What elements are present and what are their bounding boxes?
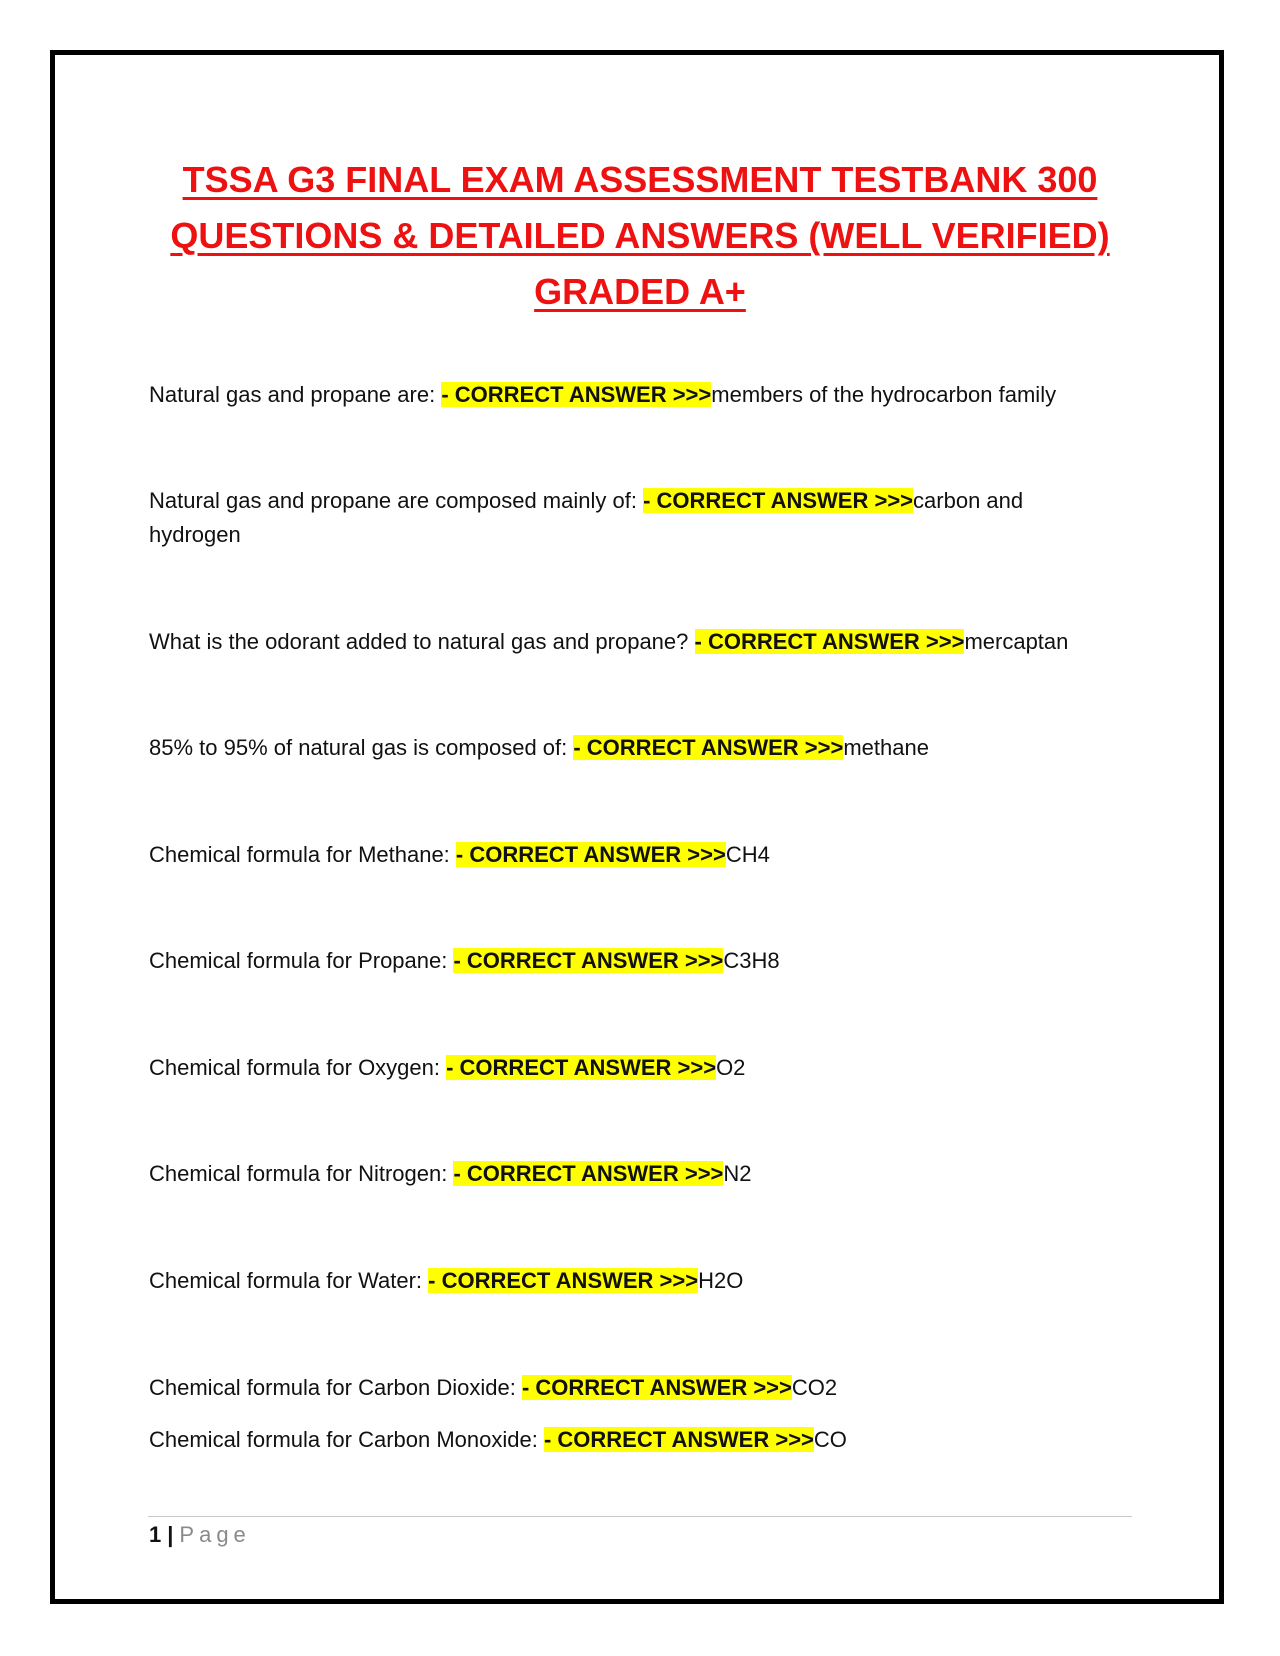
footer-separator: | xyxy=(167,1522,174,1547)
title-line-1: TSSA G3 FINAL EXAM ASSESSMENT TESTBANK 300 xyxy=(182,159,1098,200)
footer-divider xyxy=(148,1516,1132,1517)
answer-text: H2O xyxy=(698,1268,744,1293)
answer-text: methane xyxy=(843,735,929,760)
answer-text: mercaptan xyxy=(964,629,1069,654)
correct-answer-marker: - CORRECT ANSWER >>> xyxy=(453,948,724,973)
answer-text: CH4 xyxy=(725,842,770,867)
correct-answer-marker: - CORRECT ANSWER >>> xyxy=(643,488,914,513)
title-line-2: QUESTIONS & DETAILED ANSWERS (WELL VERIFIED) xyxy=(170,215,1110,256)
correct-answer-marker: - CORRECT ANSWER >>> xyxy=(453,1161,724,1186)
qa-item xyxy=(149,944,1099,978)
answer-text: O2 xyxy=(716,1055,746,1080)
qa-item xyxy=(149,838,1099,872)
question-text: Chemical formula for Carbon Dioxide: xyxy=(149,1375,522,1400)
qa-item xyxy=(149,1051,1099,1085)
qa-item xyxy=(149,731,1099,765)
correct-answer-marker: - CORRECT ANSWER >>> xyxy=(428,1268,699,1293)
qa-item xyxy=(149,484,1099,552)
page-footer xyxy=(149,1520,251,1550)
answer-text: members of the hydrocarbon family xyxy=(711,382,1057,407)
correct-answer-marker: - CORRECT ANSWER >>> xyxy=(694,629,965,654)
correct-answer-marker: - CORRECT ANSWER >>> xyxy=(441,382,712,407)
qa-item xyxy=(149,1423,1099,1457)
question-text: Natural gas and propane are: xyxy=(149,382,442,407)
question-text: Chemical formula for Methane: xyxy=(149,842,456,867)
document-title xyxy=(140,152,1140,320)
answer-text: C3H8 xyxy=(723,948,780,973)
qa-item xyxy=(149,1371,1099,1405)
answer-text: CO2 xyxy=(791,1375,838,1400)
correct-answer-marker: - CORRECT ANSWER >>> xyxy=(455,842,726,867)
answer-text: carbon and hydrogen xyxy=(149,488,1024,547)
question-text: Natural gas and propane are composed mainly of: xyxy=(149,488,644,513)
qa-item xyxy=(149,625,1099,659)
question-text: Chemical formula for Oxygen: xyxy=(149,1055,447,1080)
answer-text: CO xyxy=(813,1427,847,1452)
question-text: Chemical formula for Carbon Monoxide: xyxy=(149,1427,544,1452)
question-text: What is the odorant added to natural gas and propane? xyxy=(149,629,695,654)
correct-answer-marker: - CORRECT ANSWER >>> xyxy=(521,1375,792,1400)
qa-item xyxy=(149,1264,1099,1298)
question-text: Chemical formula for Water: xyxy=(149,1268,429,1293)
page-label: Page xyxy=(179,1522,251,1547)
question-text: 85% to 95% of natural gas is composed of: xyxy=(149,735,574,760)
qa-item xyxy=(149,378,1099,412)
title-line-3: GRADED A+ xyxy=(534,271,746,312)
question-text: Chemical formula for Nitrogen: xyxy=(149,1161,454,1186)
qa-item xyxy=(149,1157,1099,1191)
correct-answer-marker: - CORRECT ANSWER >>> xyxy=(446,1055,717,1080)
correct-answer-marker: - CORRECT ANSWER >>> xyxy=(573,735,844,760)
page-number: 1 xyxy=(149,1522,162,1547)
answer-text: N2 xyxy=(723,1161,752,1186)
correct-answer-marker: - CORRECT ANSWER >>> xyxy=(543,1427,814,1452)
question-text: Chemical formula for Propane: xyxy=(149,948,454,973)
